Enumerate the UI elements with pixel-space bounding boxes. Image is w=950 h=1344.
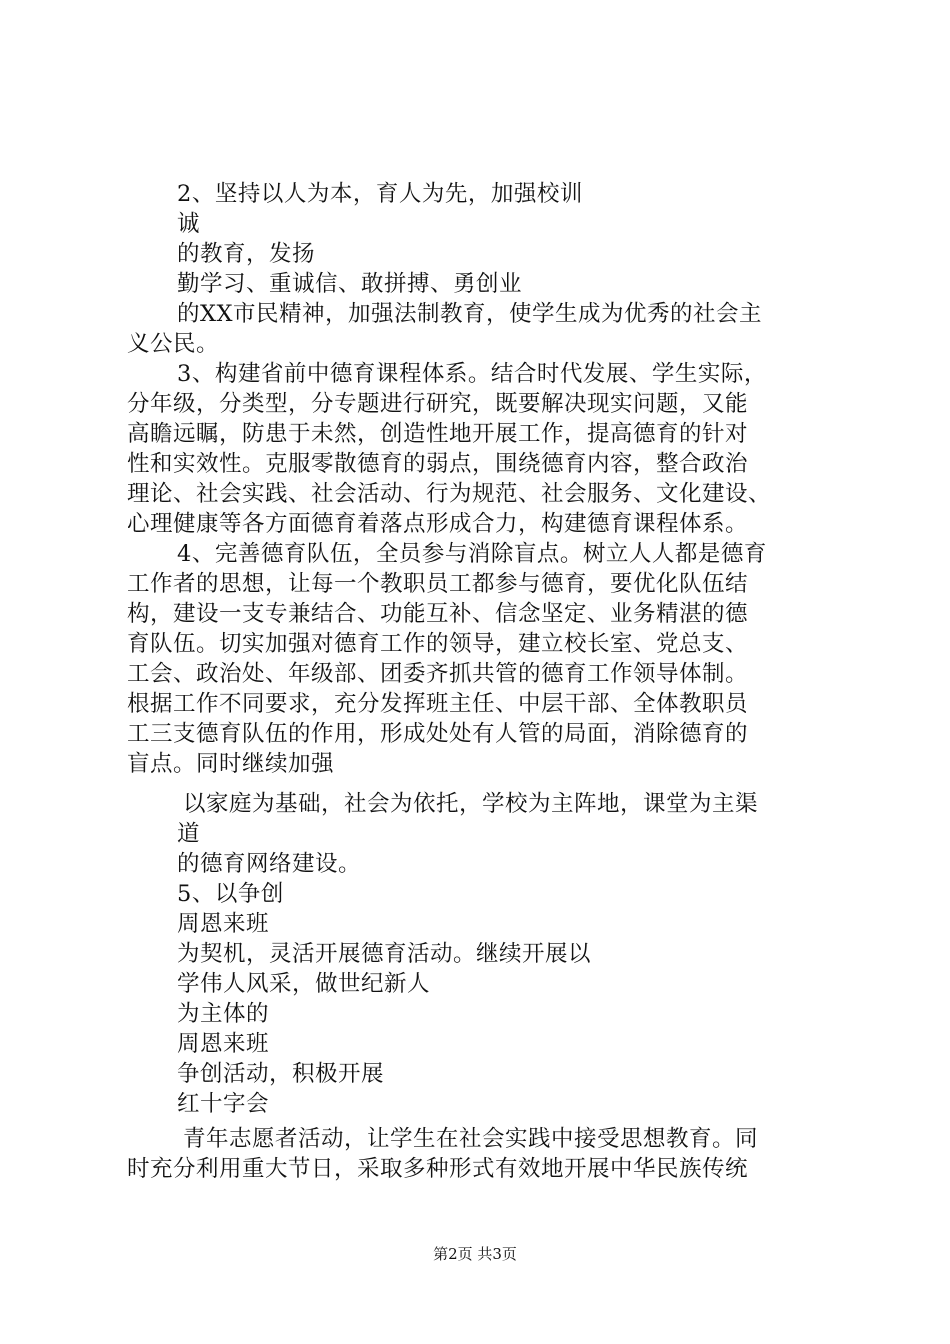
text-line: 性和实效性。克服零散德育的弱点，围绕德育内容，整合政治 (127, 451, 749, 477)
text-line: 根据工作不同要求，充分发挥班主任、中层干部、全体教职员 (127, 691, 749, 717)
text-line: 的XX市民精神，加强法制教育，使学生成为优秀的社会主 (177, 301, 763, 327)
text-line: 高瞻远瞩，防患于未然，创造性地开展工作，提高德育的针对 (127, 421, 749, 447)
text-line: 心理健康等各方面德育着落点形成合力，构建德育课程体系。 (127, 511, 749, 537)
text-line: 工作者的思想，让每一个教职员工都参与德育，要优化队伍结 (127, 571, 749, 597)
text-line: 分年级，分类型，分专题进行研究，既要解决现实问题，又能 (127, 391, 749, 417)
text-line: 的教育，发扬 (177, 241, 316, 267)
text-line: 4、完善德育队伍，全员参与消除盲点。树立人人都是德育 (177, 541, 767, 567)
text-line: 青年志愿者活动，让学生在社会实践中接受思想教育。同 (183, 1126, 759, 1152)
text-line: 义公民。 (127, 331, 220, 357)
text-line: 为主体的 (177, 1001, 270, 1027)
text-line: 育队伍。切实加强对德育工作的领导，建立校长室、党总支、 (127, 631, 749, 657)
text-line: 争创活动，积极开展 (177, 1061, 385, 1087)
text-line: 构，建设一支专兼结合、功能互补、信念坚定、业务精湛的德 (127, 601, 749, 627)
text-line: 诚 (177, 211, 201, 237)
text-line: 工会、政治处、年级部、团委齐抓共管的德育工作领导体制。 (127, 661, 749, 687)
text-line: 红十字会 (177, 1091, 270, 1117)
text-line: 道 (177, 821, 201, 847)
text-line: 时充分利用重大节日，采取多种形式有效地开展中华民族传统 (127, 1156, 749, 1182)
text-line: 周恩来班 (177, 911, 270, 937)
text-line: 工三支德育队伍的作用，形成处处有人管的局面，消除德育的 (127, 721, 749, 747)
text-line: 以家庭为基础，社会为依托，学校为主阵地，课堂为主渠 (183, 791, 759, 817)
text-line: 3、构建省前中德育课程体系。结合时代发展、学生实际， (177, 361, 767, 387)
text-line: 理论、社会实践、社会活动、行为规范、社会服务、文化建设、 (127, 481, 772, 507)
text-line: 盲点。同时继续加强 (127, 751, 335, 777)
text-line: 勤学习、重诚信、敢拼搏、勇创业 (177, 271, 523, 297)
text-line: 学伟人风采，做世纪新人 (177, 971, 431, 997)
page-footer: 第2页 共3页 (433, 1245, 517, 1263)
text-line: 为契机，灵活开展德育活动。继续开展以 (177, 941, 592, 967)
text-line: 的德育网络建设。 (177, 851, 362, 877)
text-line: 2、坚持以人为本，育人为先，加强校训 (177, 181, 583, 207)
text-line: 周恩来班 (177, 1031, 270, 1057)
text-line: 5、以争创 (177, 881, 284, 907)
